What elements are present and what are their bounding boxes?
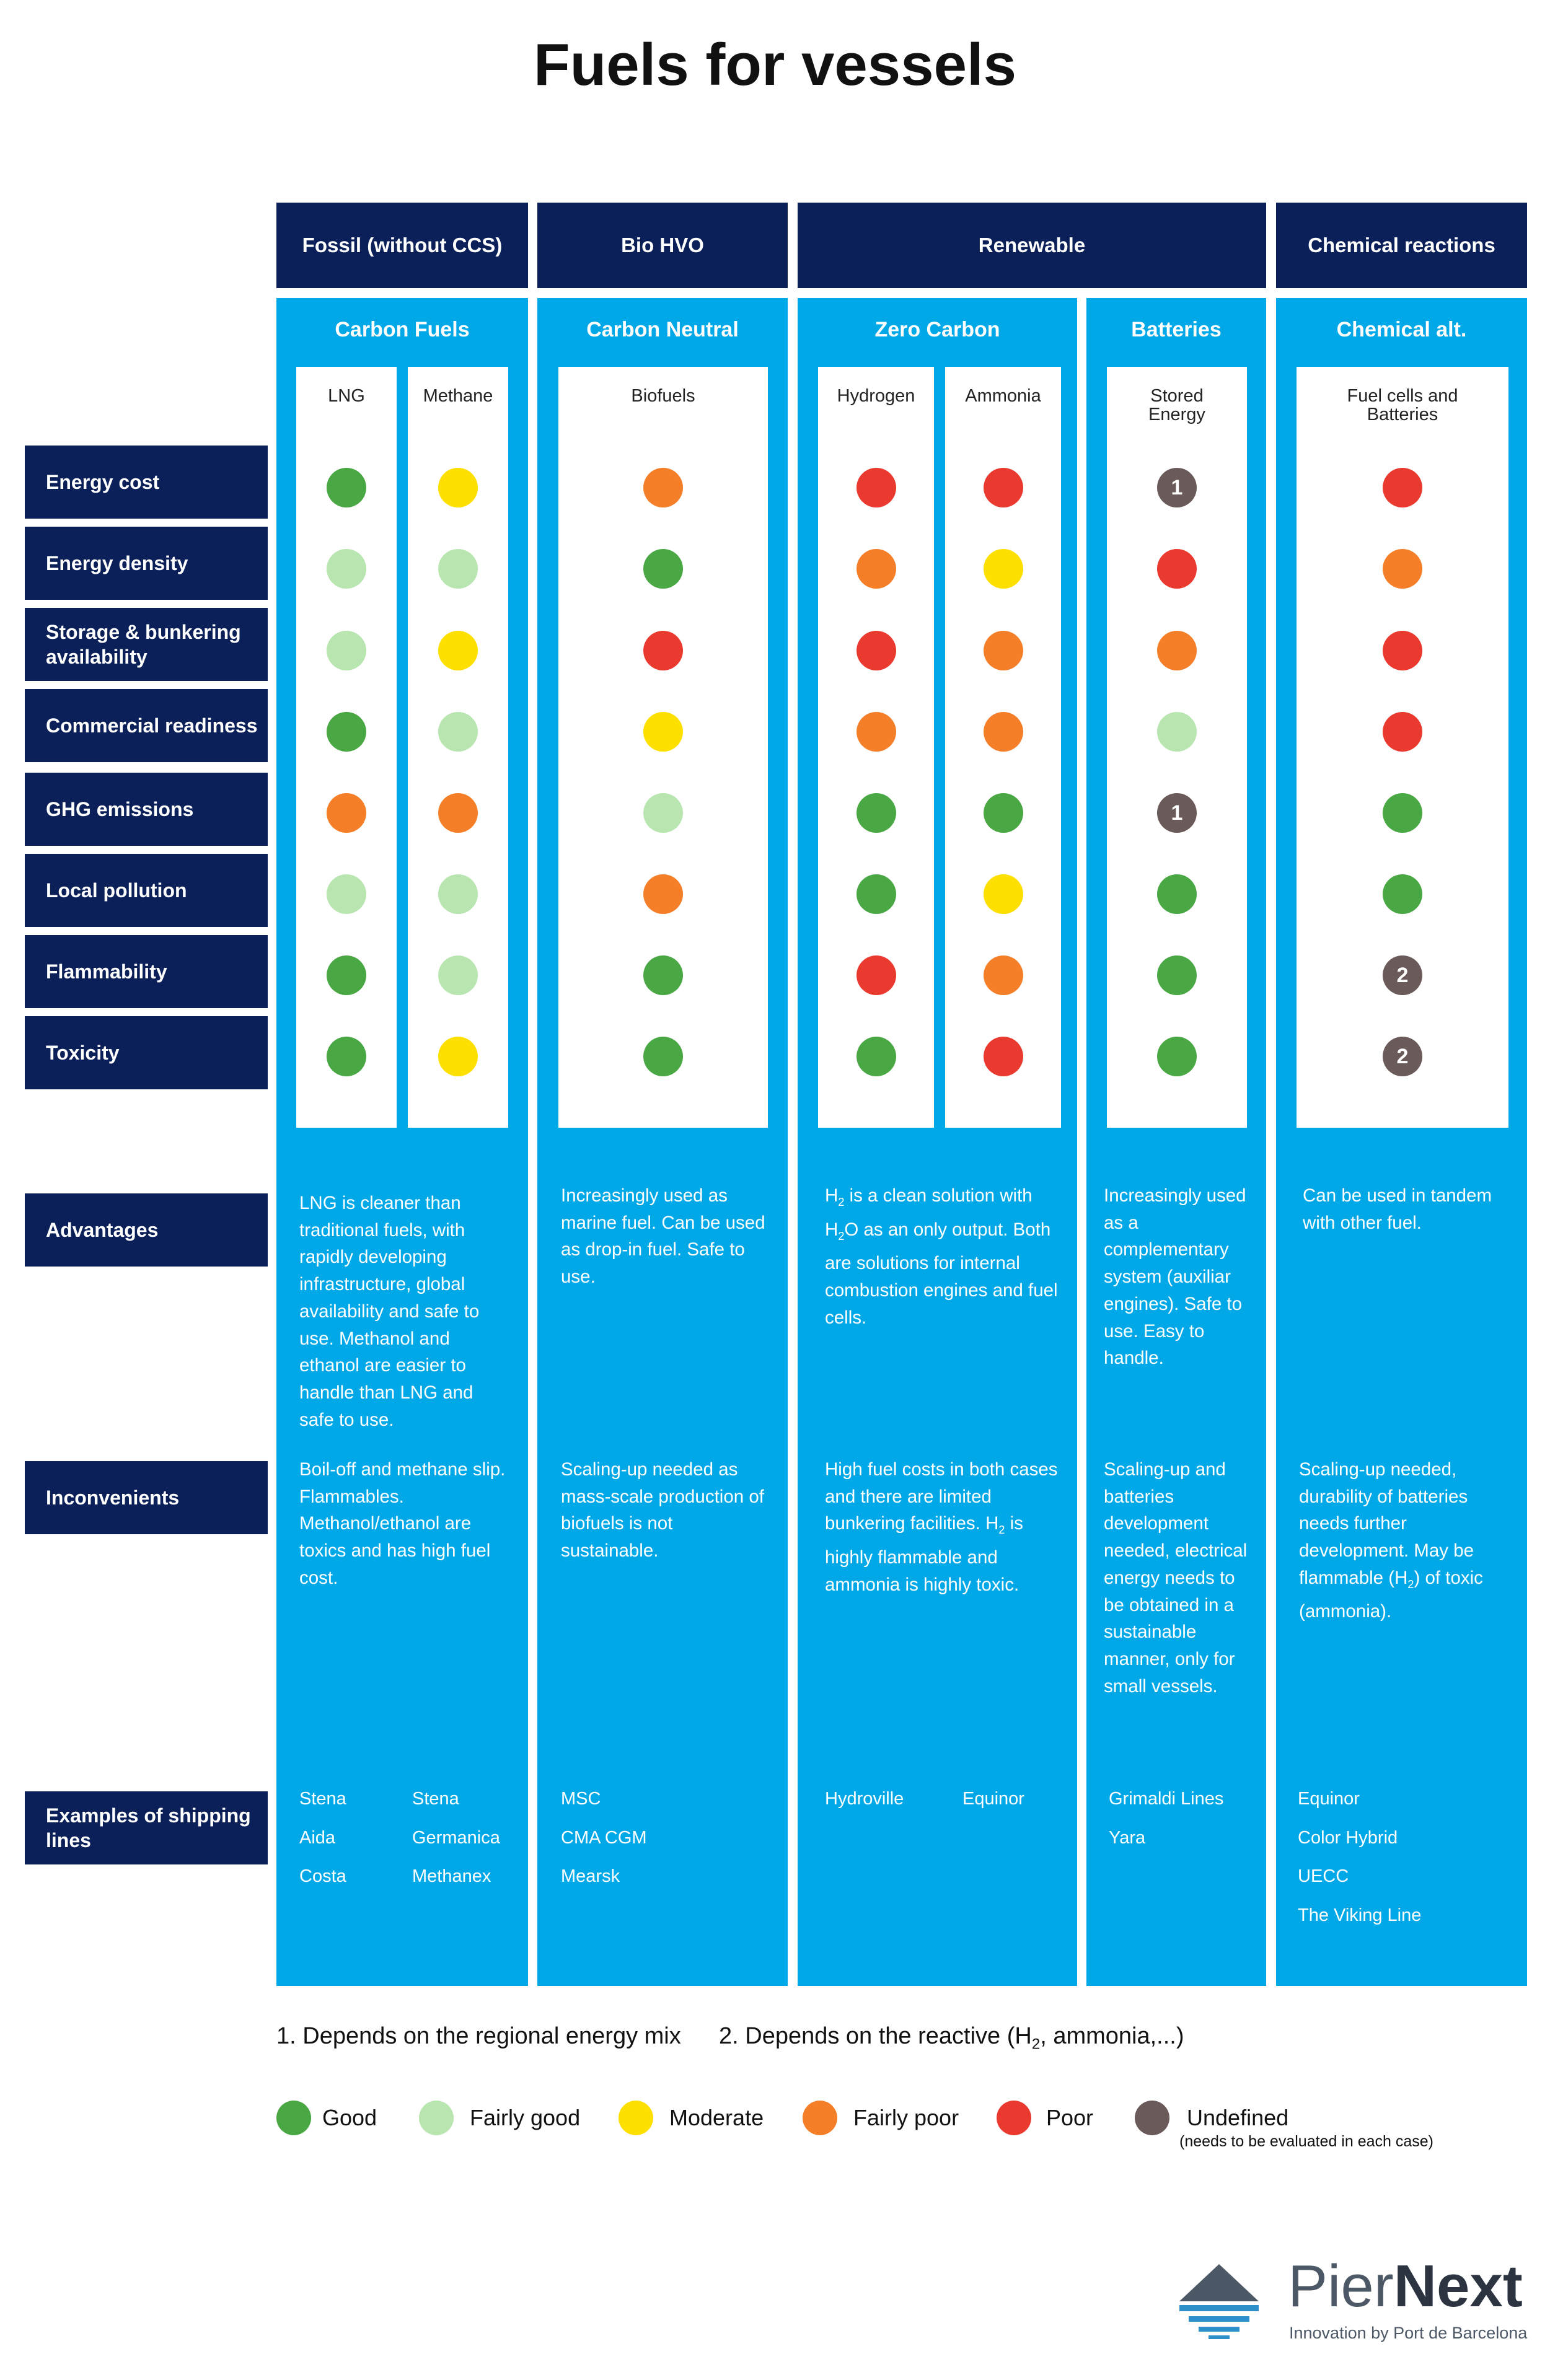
rating-dot [984,874,1023,914]
legend-good: Good [276,2101,377,2135]
rating-dot [643,793,683,833]
rating-dot [1383,793,1422,833]
examples-fossil-b [412,1780,500,1896]
rating-dot [1157,955,1197,995]
fuel-label: Methane [423,386,493,406]
advantages-batteries: Increasingly used as a complementary system (auxiliar engines). Safe to use. Easy to handle. [1104,1185,1246,1369]
example-item: Aida [299,1827,336,1848]
legend-swatch [619,2101,653,2135]
rating-dot [1383,874,1422,914]
page-title: Fuels for vessels [533,32,1017,98]
inconvenients-chemical: Scaling-up needed, durability of batteries needs further development. May be flammable $(H_2)$ of toxic (ammonia). [1299,1459,1483,1622]
rating-dot [438,874,478,914]
rating-dot [438,712,478,752]
row-ghg-emissions: GHG emissions [25,773,268,846]
legend-swatch [276,2101,311,2135]
group-chemical-alt: Chemical alt. [1336,318,1467,341]
example-item: Mearsk [561,1866,620,1886]
undefined-note: (needs to be evaluated in each case) [1179,2133,1433,2150]
example-item: Germanica [412,1827,500,1848]
rating-dot [327,712,366,752]
legend-swatch [419,2101,454,2135]
examples-batteries [1109,1780,1223,1857]
group-zero-carbon: Zero Carbon [874,318,1000,341]
rating-dot [438,631,478,670]
fuel-label: Stored Energy [1148,386,1205,424]
row-flammability: Flammability [25,935,268,1008]
rating-dot [984,793,1023,833]
h2-symbol: $H_2$ [825,1185,845,1208]
group-carbon-fuels: Carbon Fuels [335,318,470,341]
rating-dot [438,793,478,833]
row-local-pollution: Local pollution [25,854,268,927]
example-item: Yara [1109,1827,1146,1848]
advantages-zero-carbon: $H_2$ is a clean solution with $H_2O$ as an only output. Both are solutions for internal combustion engines and fuel cells. [825,1185,1058,1328]
example-item: Grimaldi Lines [1109,1789,1224,1809]
rating-dot [856,955,896,995]
examples-ammonia: Equinor [962,1789,1024,1809]
rating-dot [984,631,1023,670]
rating-dot [856,1037,896,1076]
footnote-2: 2. Depends on the reactive ($H_2$, ammonia,...) [719,2023,1184,2053]
row-energy-density: Energy density [25,527,268,600]
rating-dot [856,793,896,833]
example-item: Stena [412,1789,459,1809]
example-item: CMA CGM [561,1827,647,1848]
row-commercial-readiness: Commercial readiness [25,689,268,762]
example-item: Stena [299,1789,346,1809]
rating-dot [1383,631,1422,670]
brand-wordmark: PierNext [1288,2253,1523,2319]
rating-dot [856,874,896,914]
rating-dot [438,549,478,589]
rating-dot [984,1037,1023,1076]
fuel-label: Hydrogen [837,386,915,406]
rating-dot [327,1037,366,1076]
footnote-1: 1. Depends on the regional energy mix [276,2023,681,2049]
examples-hydrogen: Hydroville [825,1789,904,1809]
rating-dot [984,549,1023,589]
rating-dot-note: 2 [1383,955,1422,995]
row-toxicity: Toxicity [25,1016,268,1089]
rating-dot [984,468,1023,507]
rating-dot [643,874,683,914]
row-advantages: Advantages [25,1193,268,1267]
rating-dot [438,468,478,507]
rating-dot [327,793,366,833]
rating-dot [984,712,1023,752]
examples-chemical [1298,1780,1421,1934]
rating-dot [327,874,366,914]
inconvenients-bio: Scaling-up needed as mass-scale production of biofuels is not sustainable. [561,1459,764,1561]
group-batteries: Batteries [1131,318,1222,341]
row-examples: Examples of shipping lines [25,1791,268,1864]
row-energy-cost: Energy cost [25,446,268,519]
row-inconvenients: Inconvenients [25,1461,268,1534]
rating-dot [1383,712,1422,752]
fuel-label: Ammonia [965,386,1041,406]
legend-swatch [1135,2101,1169,2135]
rating-dot [1157,549,1197,589]
brand-tagline: Innovation by Port de Barcelona [1289,2324,1528,2342]
example-item: The Viking Line [1298,1905,1422,1925]
advantages-fossil: LNG is cleaner than traditional fuels, with rapidly developing infrastructure, global availability and safe to use. Methanol and ethanol are easier to handle than LNG and safe to use. [299,1193,480,1430]
category-fossil: Fossil (without CCS) [276,203,528,288]
piernext-logo-icon [1178,2262,1261,2339]
rating-dot [856,468,896,507]
rating-dot [1383,549,1422,589]
rating-dot-note: 2 [1383,1037,1422,1076]
rating-dot [856,631,896,670]
example-item: Equinor [1298,1789,1360,1809]
rating-dot [327,631,366,670]
row-storage: Storage & bunkering availability [25,608,268,681]
rating-dot [856,712,896,752]
example-item: Costa [299,1866,346,1886]
rating-dot [1157,631,1197,670]
category-renewable: Renewable [798,203,1266,288]
legend-swatch [997,2101,1031,2135]
group-carbon-neutral: Carbon Neutral [586,318,739,341]
examples-bio [561,1780,647,1896]
rating-dot [1157,1037,1197,1076]
rating-dot [327,468,366,507]
rating-dot [1157,712,1197,752]
rating-dot [643,549,683,589]
examples-fossil-a [299,1780,346,1896]
rating-dot [856,549,896,589]
advantages-chemical: Can be used in tandem with other fuel. [1303,1185,1492,1233]
rating-dot [1383,468,1422,507]
h2-symbol: $H_2$ [1394,1567,1414,1591]
rating-dot [643,1037,683,1076]
rating-dot [643,712,683,752]
example-item: UECC [1298,1866,1349,1886]
fuel-label: LNG [328,386,365,406]
inconvenients-batteries: Scaling-up and batteries development needed, electrical energy needs to be obtained in a sustainable manner, only for small vessels. [1104,1459,1248,1697]
rating-dot [643,631,683,670]
h2o-symbol: $H_2$ [825,1219,845,1242]
advantages-bio: Increasingly used as marine fuel. Can be used as drop-in fuel. Safe to use. [561,1185,765,1288]
legend-moderate: Moderate [619,2101,764,2135]
category-chemical: Chemical reactions [1276,203,1527,288]
fuel-label: Fuel cells and Batteries [1347,386,1458,424]
rating-dot [438,955,478,995]
legend-fairly-poor: Fairly poor [803,2101,959,2135]
legend-swatch [803,2101,837,2135]
example-item: Methanex [412,1866,491,1886]
rating-dot [984,955,1023,995]
rating-dot [1157,874,1197,914]
legend-undefined: Undefined (needs to be evaluated in each case) [1135,2101,1288,2135]
rating-dot [643,955,683,995]
inconvenients-fossil: Boil-off and methane slip. Flammables. Methanol/ethanol are toxics and has high fuel cost. [299,1459,506,1588]
category-bio: Bio HVO [537,203,788,288]
rating-dot [327,955,366,995]
rating-dot-note: 1 [1157,468,1197,507]
inconvenients-zero-carbon: High fuel costs in both cases and there are limited bunkering facilities. $H_2$ is highly flammable and ammonia is highly toxic. [825,1459,1058,1595]
example-item: MSC [561,1789,601,1809]
rating-dot [327,549,366,589]
legend-poor: Poor [997,2101,1093,2135]
h2-symbol: $H_2$ [985,1513,1005,1537]
fuel-label: Biofuels [631,386,695,406]
rating-dot [643,468,683,507]
example-item: Color Hybrid [1298,1827,1398,1848]
rating-dot [438,1037,478,1076]
legend-fairly-good: Fairly good [419,2101,580,2135]
rating-dot-note: 1 [1157,793,1197,833]
